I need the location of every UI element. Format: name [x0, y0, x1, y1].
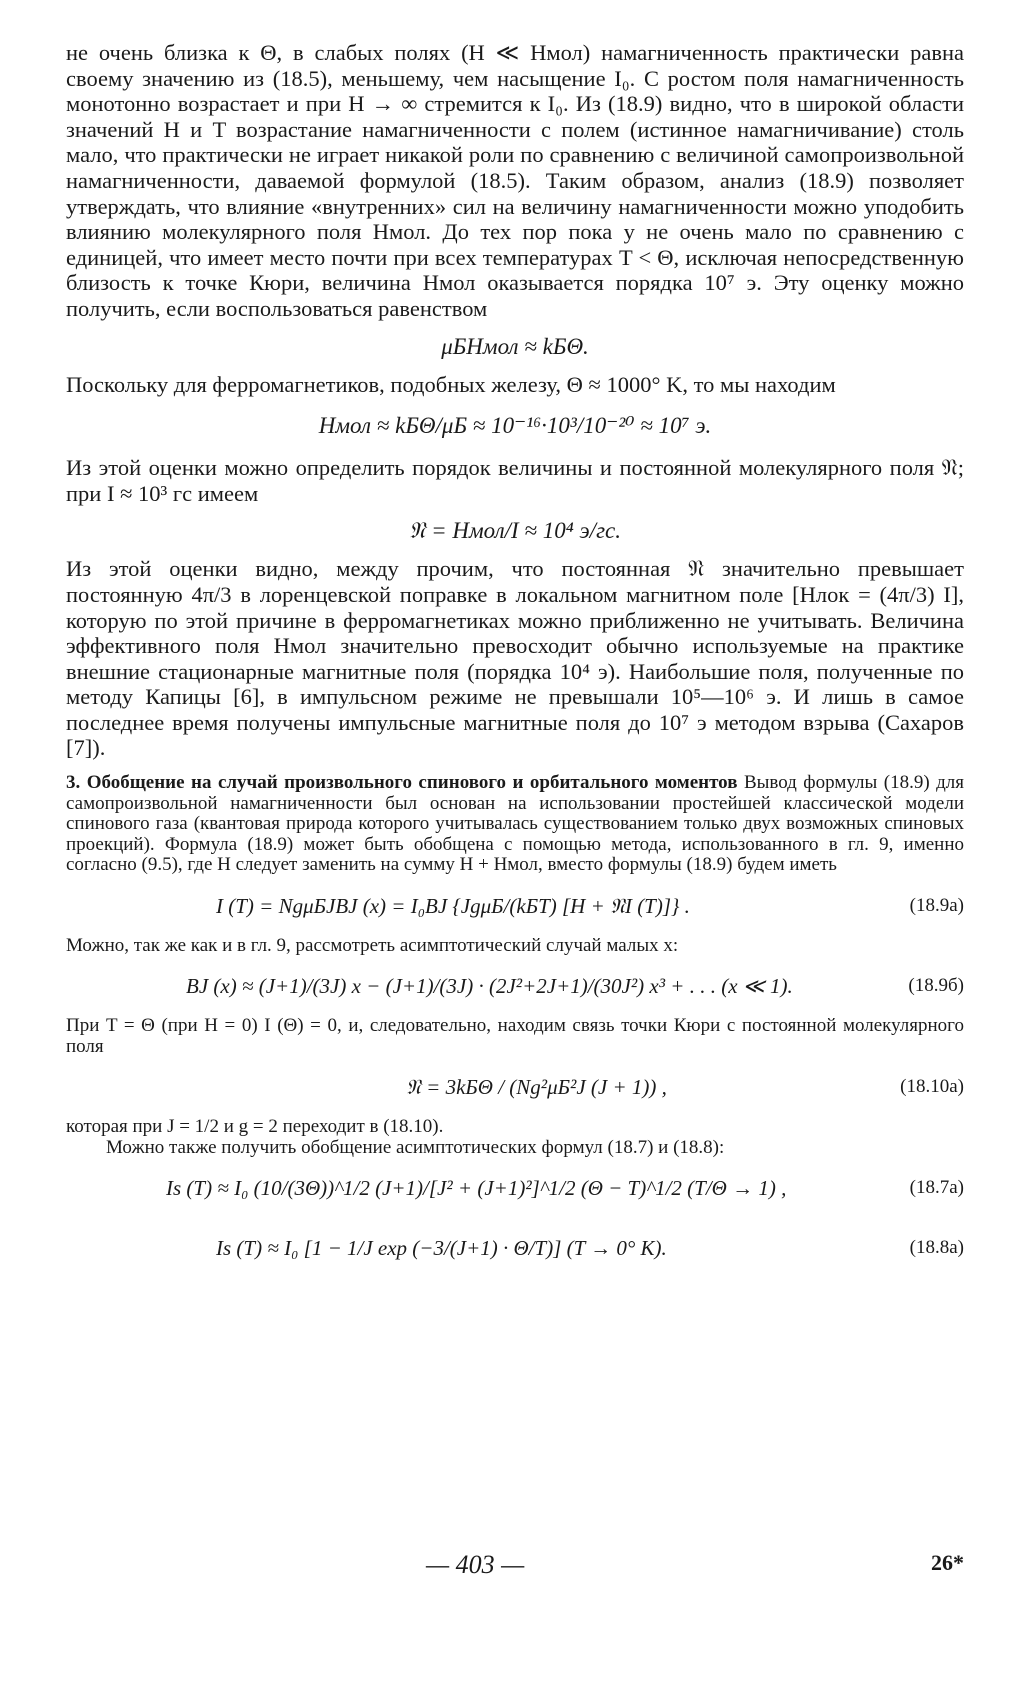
equation-18-8a — [66, 1218, 964, 1278]
formula-hmol-estimate: Hмол ≈ kБΘ/μБ ≈ 10⁻¹⁶·10³/10⁻²⁰ ≈ 10⁷ э. — [318, 413, 712, 439]
text-asymptotic: Можно, так же как и в гл. 9, рассмотреть асимптотический случай малых x: — [66, 934, 679, 956]
equation-18-9a — [66, 876, 964, 936]
equation-18-8a-body: Is (T) ≈ I₀ [1 − 1/J exp (−3/(J+1) · Θ/T)] (T → 0° K). — [216, 1236, 667, 1261]
formula-n-estimate: 𝔑 = Hмол/I ≈ 10⁴ э/гс. — [409, 518, 621, 544]
equation-18-9b-number: (18.9б) — [908, 975, 964, 997]
equation-18-9b — [66, 956, 964, 1016]
text-curie: При T = Θ (при H = 0) I (Θ) = 0, и, следовательно, находим связь точки Кюри с постоянной молекулярного поля — [66, 1015, 964, 1057]
equation-18-10a-number: (18.10a) — [900, 1076, 964, 1098]
paragraph-4: Из этой оценки видно, между прочим, что постоянная 𝔑 значительно превышает постоянную 4π/3 в лоренцевской поправке в локальном магнитном поле [Hлок = (4π/3) I], которую по этой причине в ферромагнетиках можно приближенно не учитывать. Величина эффективного поля Hмол значительно превосходит обычно используемые на практике внешние стационарные магнитные поля (порядка 10⁴ э). Наибольшие поля, полученные по методу Капицы [6], в импульсном режиме не превышали 10⁵—10⁶ э. И лишь в самое последнее время получены импульсные магнитные поля до 10⁷ э методом взрыва (Сахаров [7]). — [66, 556, 964, 761]
page-footer — [66, 1550, 964, 1590]
text-transition: которая при J = 1/2 и g = 2 переходит в (18.10). — [66, 1116, 444, 1138]
equation-18-8a-number: (18.8a) — [909, 1237, 964, 1259]
page — [66, 40, 964, 1278]
equation-18-7a-number: (18.7a) — [909, 1177, 964, 1199]
equation-18-9a-number: (18.9a) — [909, 894, 964, 916]
page-number: — 403 — — [426, 1550, 525, 1579]
equation-18-10a-body: 𝔑 = 3kБΘ / (Ng²μБ²J (J + 1)) , — [406, 1075, 667, 1100]
equation-18-10a — [66, 1057, 964, 1117]
signature-mark: 26* — [931, 1550, 964, 1575]
section-3 — [66, 773, 964, 876]
section-3-text: Вывод формулы (18.9) для самопроизвольной намагниченности был основан на использовании простейшей классической модели спинового газа (квантовая природа которого учитывалась существованием только двух возможных спиновых проекций). Формула (18.9) может быть обобщена с помощью метода, использованного в гл. 9, именно согласно (9.5), где H следует заменить на сумму H + Hмол, вместо формулы (18.9) будем иметь — [66, 772, 965, 876]
equation-18-9b-body: BJ (x) ≈ (J+1)/(3J) x − (J+1)/(3J) · (2J²+2J+1)/(30J²) x³ + . . . (x ≪ 1). — [186, 974, 793, 999]
text-generalization: Можно также получить обобщение асимптотических формул (18.7) и (18.8): — [106, 1136, 725, 1158]
formula-mu-h: μБHмол ≈ kБΘ. — [441, 333, 589, 359]
section-3-heading: 3. Обобщение на случай произвольного спинового и орбитального моментов — [66, 772, 738, 794]
paragraph-2: Поскольку для ферромагнетиков, подобных железу, Θ ≈ 1000° K, то мы находим — [66, 371, 836, 397]
equation-18-7a-body: Is (T) ≈ I₀ (10/(3Θ))^1/2 (J+1)/[J² + (J+1)²]^1/2 (Θ − T)^1/2 (T/Θ → 1) , — [166, 1176, 787, 1201]
paragraph-3: Из этой оценки можно определить порядок величины и постоянной молекулярного поля 𝔑; при I ≈ 10³ гс имеем — [66, 455, 964, 506]
equation-18-9a-body: I (T) = NgμБJBJ (x) = I₀BJ {JgμБ/(kБT) [H + 𝔑I (T)]} . — [216, 893, 690, 918]
paragraph-1: не очень близка к Θ, в слабых полях (H ≪ Hмол) намагниченность практически равна своему значению из (18.5), меньшему, чем насыщение I₀. С ростом поля намагниченность монотонно возрастает и при H → ∞ стремится к I₀. Из (18.9) видно, что в широкой области значений H и T возрастание намагниченности с полем (истинное намагничивание) столь мало, что практически не играет никакой роли по сравнению с величиной самопроизвольной намагниченности, даваемой формулой (18.5). Таким образом, анализ (18.9) позволяет утверждать, что влияние «внутренних» сил на величину намагниченности можно уподобить влиянию молекулярного поля Hмол. До тех пор пока y не очень мало по сравнению с единицей, что имеет место почти при всех температурах T < Θ, исключая непосредственную близость к точке Кюри, величина Hмол оказывается порядка 10⁷ э. Эту оценку можно получить, если воспользоваться равенством — [66, 40, 964, 321]
equation-18-7a — [66, 1158, 964, 1218]
